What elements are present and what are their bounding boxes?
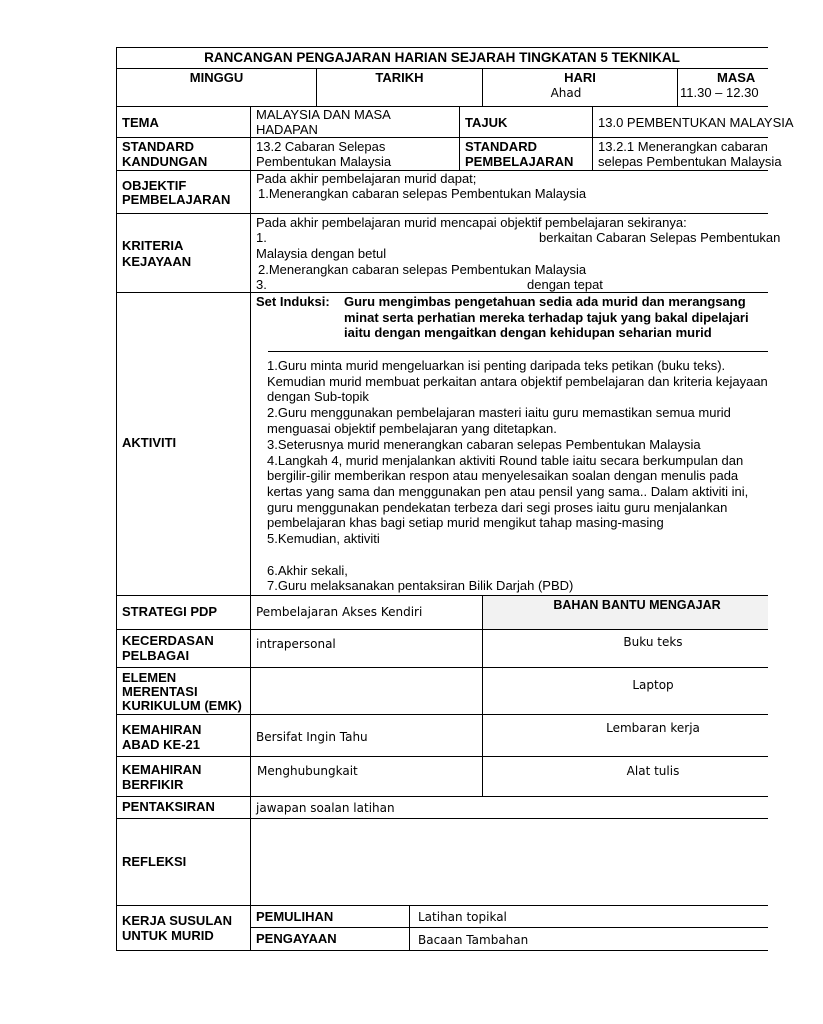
- emk-label-2: MERENTASI: [122, 684, 198, 699]
- kriteria-label-2: KEJAYAAN: [122, 254, 192, 269]
- kriteria-item3-text: dengan tepat: [527, 277, 603, 292]
- berfikir-value: Menghubungkait: [257, 764, 358, 778]
- pengayaan-label: PENGAYAAN: [256, 931, 337, 946]
- col-line: [459, 106, 460, 170]
- objektif-line-1: Pada akhir pembelajaran murid dapat;: [256, 171, 477, 186]
- berfikir-label-1: KEMAHIRAN: [122, 762, 202, 777]
- kriteria-label-1: KRITERIA: [122, 238, 184, 253]
- abad21-label-1: KEMAHIRAN: [122, 722, 202, 737]
- aktiviti-line-7: 7.Guru melaksanakan pentaksiran Bilik Darjah (PBD): [267, 578, 574, 593]
- standard-kandungan-label-2: KANDUNGAN: [122, 154, 208, 169]
- bbm-item: Alat tulis: [626, 764, 680, 778]
- aktiviti-line: kertas yang sama dan menggunakan pen atau pensil yang sama.. Dalam aktiviti ini,: [267, 484, 749, 499]
- row-line: [116, 292, 768, 293]
- kriteria-item1-continued: Malaysia dengan betul: [256, 246, 387, 261]
- pentaksiran-label: PENTAKSIRAN: [122, 799, 215, 814]
- emk-label-3: KURIKULUM (EMK): [122, 698, 242, 713]
- row-line: [116, 595, 768, 596]
- row-line: [116, 68, 768, 69]
- tema-value-line1: MALAYSIA DAN MASA: [256, 107, 391, 122]
- table-border-bottom: [116, 950, 768, 951]
- set-induksi-line-3: iaitu dengan mengaitkan dengan kehidupan seharian murid: [344, 325, 712, 340]
- kriteria-item1-number: 1.: [256, 230, 267, 245]
- bbm-item: Buku teks: [623, 635, 683, 649]
- refleksi-label: REFLEKSI: [122, 854, 187, 869]
- row-line: [116, 213, 768, 214]
- aktiviti-line: guru menggunakan pendekatan terbeza dari segi proses iaitu guru menjalankan: [267, 500, 728, 515]
- table-border-top: [116, 47, 768, 48]
- kriteria-item3-number: 3.: [256, 277, 267, 292]
- pemulihan-label: PEMULIHAN: [256, 909, 334, 924]
- objektif-label-1: OBJEKTIF: [122, 178, 187, 193]
- set-induksi-line-1: Guru mengimbas pengetahuan sedia ada murid dan merangsang: [344, 294, 746, 309]
- objektif-line-2: 1.Menerangkan cabaran selepas Pembentukan Malaysia: [258, 186, 587, 201]
- col-masa-label: MASA: [717, 70, 756, 85]
- emk-label-1: ELEMEN: [122, 670, 177, 685]
- col-hari-label: HARI: [564, 70, 596, 85]
- kriteria-intro: Pada akhir pembelajaran murid mencapai objektif pembelajaran sekiranya:: [256, 215, 687, 230]
- kerja-susulan-label-2: UNTUK MURID: [122, 928, 214, 943]
- page-title: RANCANGAN PENGAJARAN HARIAN SEJARAH TINGKATAN 5 TEKNIKAL: [204, 50, 680, 65]
- kecerdasan-label-1: KECERDASAN: [122, 633, 214, 648]
- aktiviti-line: bergilir-gilir memberikan respon atau menyelesaikan soalan dengan menulis pada: [267, 468, 739, 483]
- tajuk-value: 13.0 PEMBENTUKAN MALAYSIA: [598, 115, 794, 130]
- row-line: [116, 796, 768, 797]
- aktiviti-line-6: 6.Akhir sekali,: [267, 563, 348, 578]
- bbm-header: BAHAN BANTU MENGAJAR: [553, 598, 721, 612]
- masa-value: 11.30 – 12.30: [680, 85, 759, 100]
- kriteria-item1-text: berkaitan Cabaran Selepas Pembentukan: [539, 230, 781, 245]
- row-line: [116, 714, 768, 715]
- aktiviti-divider: [268, 351, 768, 352]
- aktiviti-line: 5.Kemudian, aktiviti: [267, 531, 380, 546]
- col-line: [592, 106, 593, 170]
- col-minggu-label: MINGGU: [189, 70, 244, 85]
- abad21-label-2: ABAD KE-21: [122, 737, 201, 752]
- standard-pembelajaran-label-1: STANDARD: [465, 139, 537, 154]
- strategi-label: STRATEGI PDP: [122, 604, 218, 619]
- strategi-value: Pembelajaran Akses Kendiri: [256, 605, 423, 619]
- pentaksiran-value: jawapan soalan latihan: [256, 801, 395, 815]
- set-induksi-line-2: minat serta perhatian mereka terhadap tajuk yang bakal dipelajari: [344, 310, 749, 325]
- standard-kandungan-value-1: 13.2 Cabaran Selepas: [256, 139, 386, 154]
- kecerdasan-label-2: PELBAGAI: [122, 648, 190, 663]
- standard-kandungan-value-2: Pembentukan Malaysia: [256, 154, 392, 169]
- bbm-item: Lembaran kerja: [606, 721, 700, 735]
- abad21-value: Bersifat Ingin Tahu: [256, 730, 368, 744]
- tajuk-label: TAJUK: [465, 115, 508, 130]
- table-border-left: [116, 47, 117, 951]
- col-line: [250, 106, 251, 951]
- aktiviti-line: dengan Sub-topik: [267, 389, 369, 404]
- standard-pembelajaran-value-1: 13.2.1 Menerangkan cabaran: [598, 139, 768, 154]
- aktiviti-line: Kemudian murid membuat perkaitan antara objektif pembelajaran dan kriteria kejayaan: [267, 374, 768, 389]
- standard-pembelajaran-value-2: selepas Pembentukan Malaysia: [598, 154, 782, 169]
- row-line: [116, 756, 768, 757]
- kecerdasan-value: intrapersonal: [256, 637, 336, 651]
- kriteria-item2: 2.Menerangkan cabaran selepas Pembentukan Malaysia: [258, 262, 587, 277]
- kerja-susulan-label-1: KERJA SUSULAN: [122, 913, 233, 928]
- pengayaan-value: Bacaan Tambahan: [418, 933, 529, 947]
- aktiviti-line: 4.Langkah 4, murid menjalankan aktiviti Round table iaitu secara berkumpulan dan: [267, 453, 744, 468]
- pemulihan-value: Latihan topikal: [418, 910, 507, 924]
- row-line: [116, 818, 768, 819]
- row-line: [116, 667, 768, 668]
- standard-kandungan-label-1: STANDARD: [122, 139, 194, 154]
- col-line: [409, 905, 410, 951]
- standard-pembelajaran-label-2: PEMBELAJARAN: [465, 154, 574, 169]
- berfikir-label-2: BERFIKIR: [122, 777, 184, 792]
- tema-label: TEMA: [122, 115, 159, 130]
- col-line: [677, 68, 678, 106]
- col-tarikh-label: TARIKH: [375, 70, 424, 85]
- aktiviti-line: 1.Guru minta murid mengeluarkan isi penting daripada teks petikan (buku teks).: [267, 358, 726, 373]
- aktiviti-line: menguasai objektif pembelajaran yang ditetapkan.: [267, 421, 557, 436]
- row-line: [116, 905, 768, 906]
- hari-value: Ahad: [550, 86, 582, 100]
- tema-value-line2: HADAPAN: [256, 122, 318, 137]
- aktiviti-line: 2.Guru menggunakan pembelajaran masteri iaitu guru memastikan semua murid: [267, 405, 731, 420]
- aktiviti-label: AKTIVITI: [122, 435, 177, 450]
- aktiviti-line: 3.Seterusnya murid menerangkan cabaran selepas Pembentukan Malaysia: [267, 437, 701, 452]
- row-line: [116, 629, 768, 630]
- aktiviti-line: pembelajaran khas bagi setiap murid mengikut tahap masing-masing: [267, 515, 664, 530]
- set-induksi-label: Set Induksi:: [256, 294, 330, 309]
- bbm-item: Laptop: [632, 678, 674, 692]
- objektif-label-2: PEMBELAJARAN: [122, 192, 231, 207]
- row-line: [250, 927, 768, 928]
